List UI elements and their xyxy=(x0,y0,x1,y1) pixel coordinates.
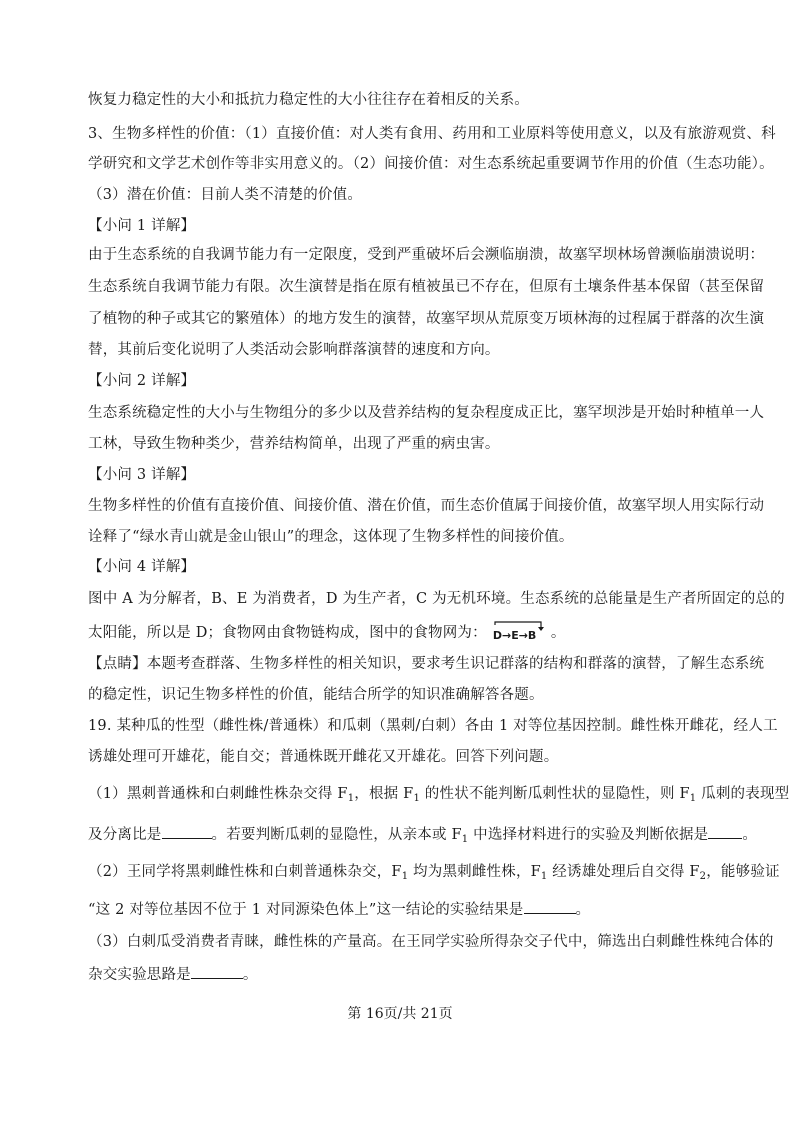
text-fragment: 杂交实验思路是 xyxy=(88,967,191,983)
text-fragment: （1）黑刺普通株和白刺雌性株杂交得 F xyxy=(88,786,348,802)
text-fragment: 瓜刺的表现型 xyxy=(696,786,790,802)
text-fragment: 。 xyxy=(575,902,591,918)
text-line: 了植物的种子或其它的繁殖体）的地方发生的演替，故塞罕坝从荒原变万顷林海的过程属于群落的次生演 xyxy=(88,311,765,327)
text-line: 诠释了“绿水青山就是金山银山”的理念，这体现了生物多样性的间接价值。 xyxy=(88,529,574,545)
text-fragment: 。 xyxy=(742,827,758,843)
text-line xyxy=(88,964,728,985)
subscript: 1 xyxy=(401,871,409,882)
text-line: 生态系统自我调节能力有限。次生演替是指在原有植被虽已不存在，但原有土壤条件基本保留（甚至保留 xyxy=(88,279,765,295)
section-heading: 【小问 1 详解】 xyxy=(88,218,196,234)
answer-blank[interactable] xyxy=(191,964,243,979)
text-fragment: 太阳能，所以是 D；食物网由食物链构成，图中的食物网为： xyxy=(88,625,487,641)
text-line: 学研究和文学艺术创作等非实用意义的。（2）间接价值：对生态系统起重要调节作用的价值（生态功能）。 xyxy=(88,156,774,172)
text-line: 替，其前后变化说明了人类活动会影响群落演替的速度和方向。 xyxy=(88,342,500,358)
answer-blank[interactable] xyxy=(524,899,576,914)
text-line: 由于生态系统的自我调节能力有一定限度，受到严重破坏后会濒临崩溃，故塞罕坝林场曾濒临崩溃说明： xyxy=(88,247,765,263)
text-line: （3）潜在价值：目前人类不清楚的价值。 xyxy=(88,187,363,203)
text-line: 生物多样性的价值有直接价值、间接价值、潜在价值，而生态价值属于间接价值，故塞罕坝人用实际行动 xyxy=(88,498,765,514)
text-fragment: 。若要判断瓜刺的显隐性，从亲本或 F xyxy=(211,827,462,843)
answer-blank[interactable] xyxy=(162,824,212,839)
subscript: 1 xyxy=(540,871,548,882)
subscript: 1 xyxy=(689,793,697,804)
text-line: 【点睛】本题考查群落、生物多样性的相关知识，要求考生识记群落的结构和群落的演替，了解生态系统 xyxy=(88,656,765,672)
subscript: 1 xyxy=(347,793,355,804)
text-line: 工林，导致生物种类少，营养结构简单，出现了严重的病虫害。 xyxy=(88,436,500,452)
text-line xyxy=(88,824,758,850)
text-fragment: ，根据 F xyxy=(354,786,414,802)
text-line: 生态系统稳定性的大小与生物组分的多少以及营养结构的复杂程度成正比，塞罕坝涉是开始时种植单一人 xyxy=(88,405,765,421)
section-heading: 【小问 3 详解】 xyxy=(88,467,196,483)
text-fragment: 经诱雄处理后自交得 F xyxy=(547,864,700,880)
question-stem: 19. 某种瓜的性型（雌性株/普通株）和瓜刺（黑刺/白刺）各由 1 对等位基因控制。雌性株开雌花，经人工 xyxy=(88,718,778,734)
text-line: 恢复力稳定性的大小和抵抗力稳定性的大小往往存在着相反的关系。 xyxy=(88,92,529,108)
text-line xyxy=(88,899,728,920)
question-part-1 xyxy=(88,784,790,809)
text-line: 3、生物多样性的价值：（1）直接价值：对人类有食用、药用和工业原料等使用意义，以及有旅游观赏、科 xyxy=(88,126,776,142)
food-web-label: D→E→B xyxy=(492,629,537,642)
text-line: 诱雄处理可开雄花，能自交；普通株既开雌花又开雄花。回答下列问题。 xyxy=(88,749,559,765)
subscript: 2 xyxy=(699,871,707,882)
text-fragment: ，能够验证 xyxy=(706,864,780,880)
answer-blank[interactable] xyxy=(708,824,742,839)
text-fragment: 及分离比是 xyxy=(88,827,162,843)
text-fragment: （2）王同学将黑刺雌性株和白刺普通株杂交，F xyxy=(88,864,402,880)
text-line: 的稳定性，识记生物多样性的价值，能结合所学的知识准确解答各题。 xyxy=(88,687,544,703)
subscript: 1 xyxy=(413,793,420,804)
question-part-2 xyxy=(88,862,780,887)
text-fragment: 。 xyxy=(242,967,258,983)
text-fragment: 。 xyxy=(550,625,566,641)
question-part-3: （3）白刺瓜受消费者青睐，雌性株的产量高。在王同学实验所得杂交子代中，筛选出白刺雌性株纯合体的 xyxy=(88,934,774,950)
page-footer: 第 16页/共 21页 xyxy=(347,1006,453,1022)
section-heading: 【小问 2 详解】 xyxy=(88,373,196,389)
subscript: 1 xyxy=(461,834,469,845)
text-fragment: 均为黑刺雌性株，F xyxy=(408,864,541,880)
section-heading: 【小问 4 详解】 xyxy=(88,559,196,575)
text-fragment: “这 2 对等位基因不位于 1 对同源染色体上”这一结论的实验结果是 xyxy=(88,902,524,918)
food-web-diagram xyxy=(489,621,549,643)
text-line: 图中 A 为分解者，B、E 为消费者，D 为生产者，C 为无机环境。生态系统的总能量是生产者所固定的总的 xyxy=(88,591,785,607)
text-fragment: 中选择材料进行的实验及判断依据是 xyxy=(468,827,709,843)
text-fragment: 的性状不能判断瓜刺性状的显隐性，则 F xyxy=(420,786,690,802)
text-line xyxy=(88,621,728,643)
